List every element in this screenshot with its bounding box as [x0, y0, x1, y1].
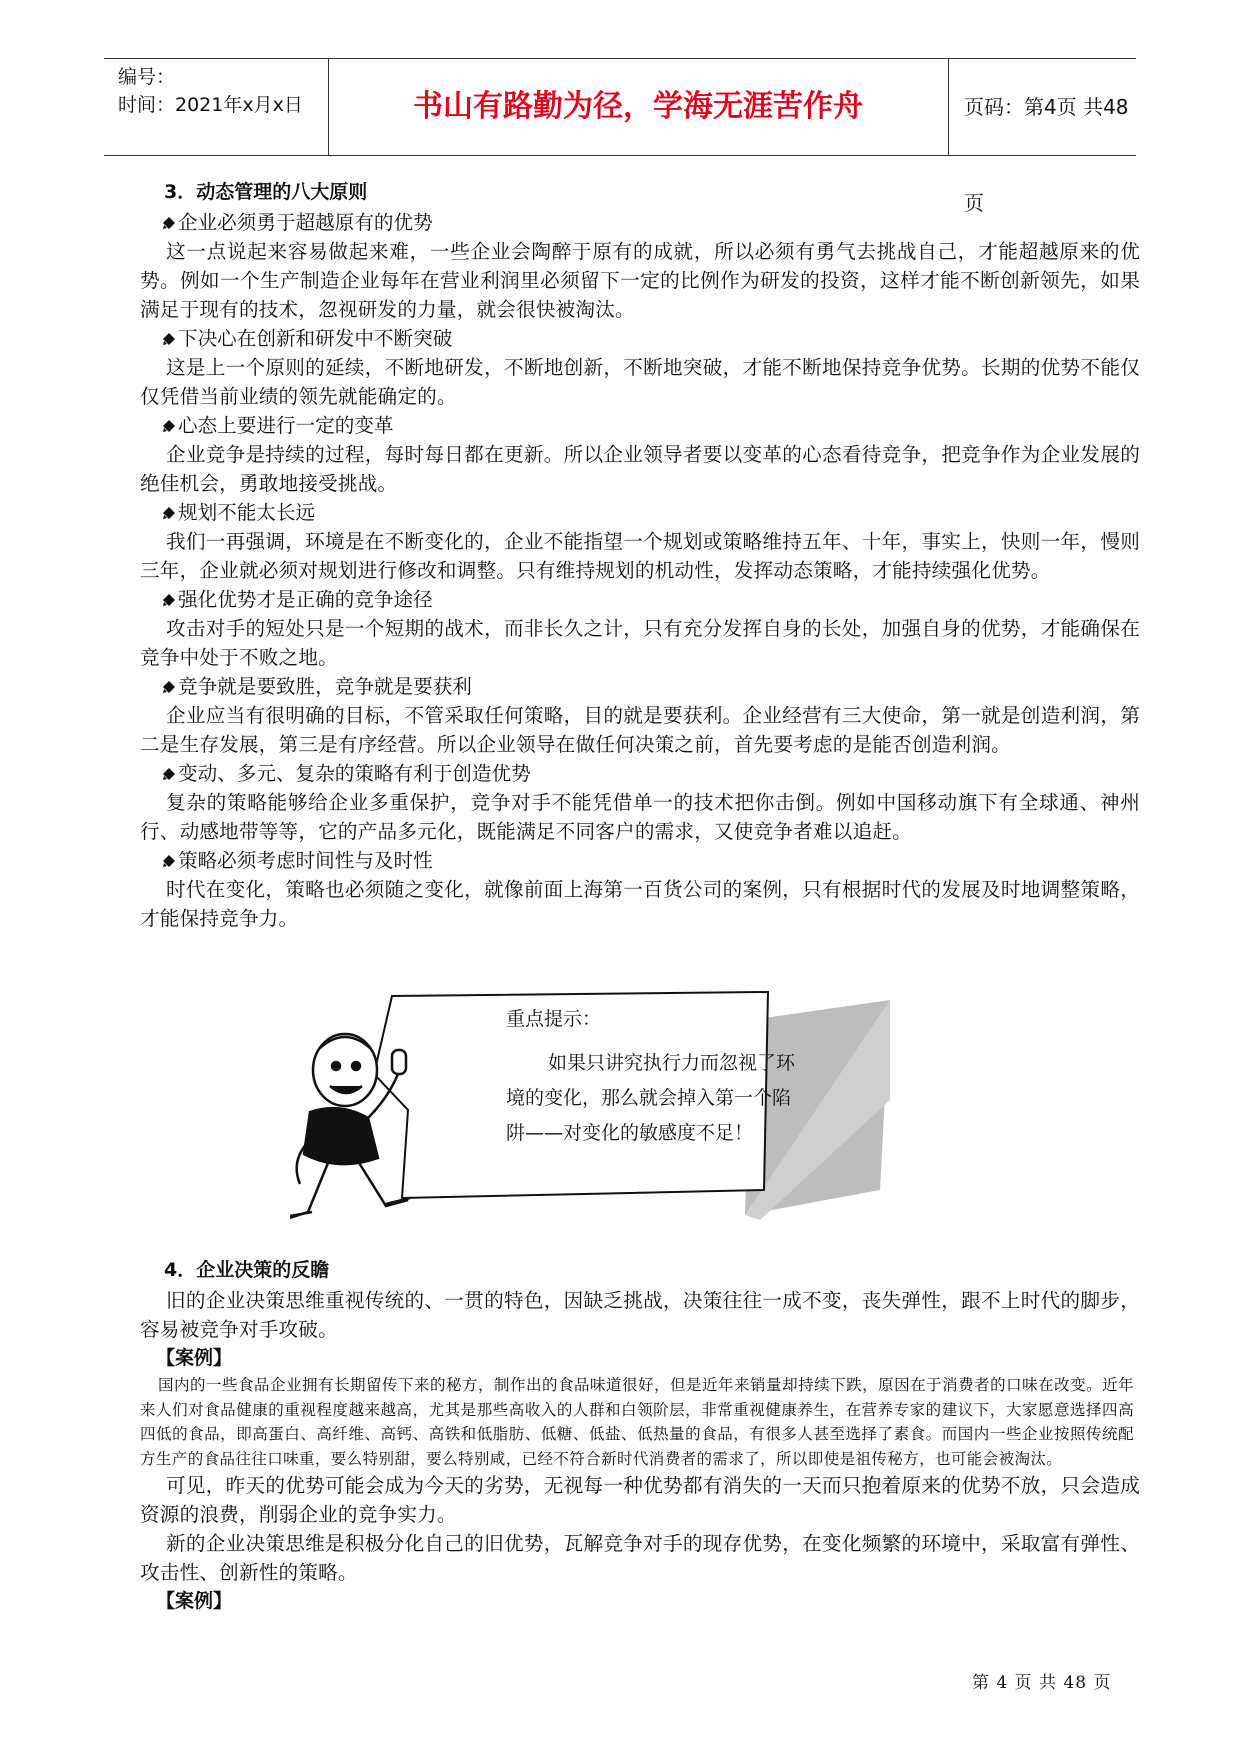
section-4	[140, 1256, 1140, 1616]
number-label: 编号：	[118, 66, 176, 88]
paragraph: 可见，昨天的优势可能会成为今天的劣势，无视每一种优势都有消失的一天而只抱着原来的优势不放，只会造成资源的浪费，削弱企业的竞争实力。	[140, 1474, 1140, 1526]
principle-title-text: 强化优势才是正确的竞争途径	[178, 588, 433, 611]
principle-title	[162, 672, 1140, 701]
diamond-bullet-icon	[162, 332, 176, 346]
case-text: 国内的一些食品企业拥有长期留传下来的秘方，制作出的食品味道很好，但是近年来销量却持续下跌，原因在于消费者的口味在改变。近年来人们对食品健康的重视程度越来越高，尤其是那些高收入的人群和白领阶层，非常重视健康养生，在营养专家的建议下，大家愿意选择四高四低的食品，即高蛋白、高纤维、高钙、高铁和低脂肪、低糖、低盐、低热量的食品，有很多人甚至选择了素食。而国内一些企业按照传统配方生产的食品往往口味重，要么特别甜，要么特别咸，已经不符合新时代消费者的需求了，所以即使是祖传秘方，也可能会被淘汰。	[140, 1376, 1134, 1468]
section-heading: 4．企业决策的反瞻	[164, 1259, 330, 1281]
paragraph: 旧的企业决策思维重视传统的、一贯的特色，因缺乏挑战，决策往往一成不变，丧失弹性，跟不上时代的脚步，容易被竞争对手攻破。	[140, 1289, 1140, 1341]
principle-text: 企业应当有很明确的目标，不管采取任何策略，目的就是要获利。企业经营有三大使命，第一就是创造利润，第二是生存发展，第三是有序经营。所以企业领导在做任何决策之前，首先要考虑的是能否创造利润。	[140, 704, 1140, 756]
principle-title-text: 变动、多元、复杂的策略有利于创造优势	[178, 762, 531, 785]
paragraph: 新的企业决策思维是积极分化自己的旧优势，瓦解竞争对手的现存优势，在变化频繁的环境中，采取富有弹性、攻击性、创新性的策略。	[140, 1532, 1140, 1584]
principle-title-text: 下决心在创新和研发中不断突破	[178, 327, 453, 350]
principle-text: 我们一再强调，环境是在不断变化的，企业不能指望一个规划或策略维持五年、十年，事实上，快则一年，慢则三年，企业就必须对规划进行修改和调整。只有维持规划的机动性，发挥动态策略，才能持续强化优势。	[140, 530, 1140, 582]
diamond-bullet-icon	[162, 419, 176, 433]
tip-callout	[290, 990, 1010, 1240]
diamond-bullet-icon	[162, 216, 176, 230]
pointing-man-icon	[290, 1034, 410, 1218]
principle-title	[162, 498, 1140, 527]
principle-title	[162, 208, 1140, 237]
principle-title-text: 规划不能太长远	[178, 501, 316, 524]
principle-title-text: 竞争就是要致胜，竞争就是要获利	[178, 675, 472, 698]
principle-text: 企业竞争是持续的过程，每时每日都在更新。所以企业领导者要以变革的心态看待竞争，把竞争作为企业发展的绝佳机会，勇敢地接受挑战。	[140, 443, 1140, 495]
diamond-bullet-icon	[162, 854, 176, 868]
principle-title	[162, 846, 1140, 875]
principle-title	[162, 324, 1140, 353]
principle-text: 攻击对手的短处只是一个短期的战术，而非长久之计，只有充分发挥自身的长处，加强自身的优势，才能确保在竞争中处于不败之地。	[140, 617, 1140, 669]
principle-title-text: 策略必须考虑时间性与及时性	[178, 849, 433, 872]
header-divider	[948, 59, 949, 155]
tip-title: 重点提示：	[506, 1008, 602, 1030]
principle-title	[162, 759, 1140, 788]
diamond-bullet-icon	[162, 593, 176, 607]
tip-text: 如果只讲究执行力而忽视了环境的变化，那么就会掉入第一个陷阱——对变化的敏感度不足！	[506, 1052, 796, 1144]
time-label: 时间：2021年x月x日	[118, 94, 303, 116]
page-label: 页码：第4页 共48页	[964, 95, 1129, 215]
principle-title-text: 企业必须勇于超越原有的优势	[178, 211, 433, 234]
section-3	[140, 178, 1140, 933]
principle-title	[162, 585, 1140, 614]
principle-text: 这是上一个原则的延续，不断地研发，不断地创新，不断地突破，才能不断地保持竞争优势。长期的优势不能仅仅凭借当前业绩的领先就能确定的。	[140, 356, 1140, 408]
principle-title-text: 心态上要进行一定的变革	[178, 414, 394, 437]
page-footer: 第 4 页 共 48 页	[972, 1673, 1112, 1693]
principle-text: 复杂的策略能够给企业多重保护，竞争对手不能凭借单一的技术把你击倒。例如中国移动旗下有全球通、神州行、动感地带等等，它的产品多元化，既能满足不同客户的需求，又使竞争者难以追赶。	[140, 791, 1140, 843]
case-label: 【案例】	[156, 1590, 233, 1612]
section-heading: 3．动态管理的八大原则	[164, 181, 368, 203]
principle-text: 这一点说起来容易做起来难，一些企业会陶醉于原有的成就，所以必须有勇气去挑战自己，才能超越原来的优势。例如一个生产制造企业每年在营业利润里必须留下一定的比例作为研发的投资，这样才能不断创新领先，如果满足于现有的技术，忽视研发的力量，就会很快被淘汰。	[140, 240, 1140, 321]
diamond-bullet-icon	[162, 680, 176, 694]
principle-text: 时代在变化，策略也必须随之变化，就像前面上海第一百货公司的案例，只有根据时代的发展及时地调整策略，才能保持竞争力。	[140, 878, 1140, 930]
header-motto: 书山有路勤为径，学海无涯苦作舟	[413, 89, 863, 124]
case-label: 【案例】	[156, 1347, 233, 1369]
principle-title	[162, 411, 1140, 440]
diamond-bullet-icon	[162, 767, 176, 781]
diamond-bullet-icon	[162, 506, 176, 520]
